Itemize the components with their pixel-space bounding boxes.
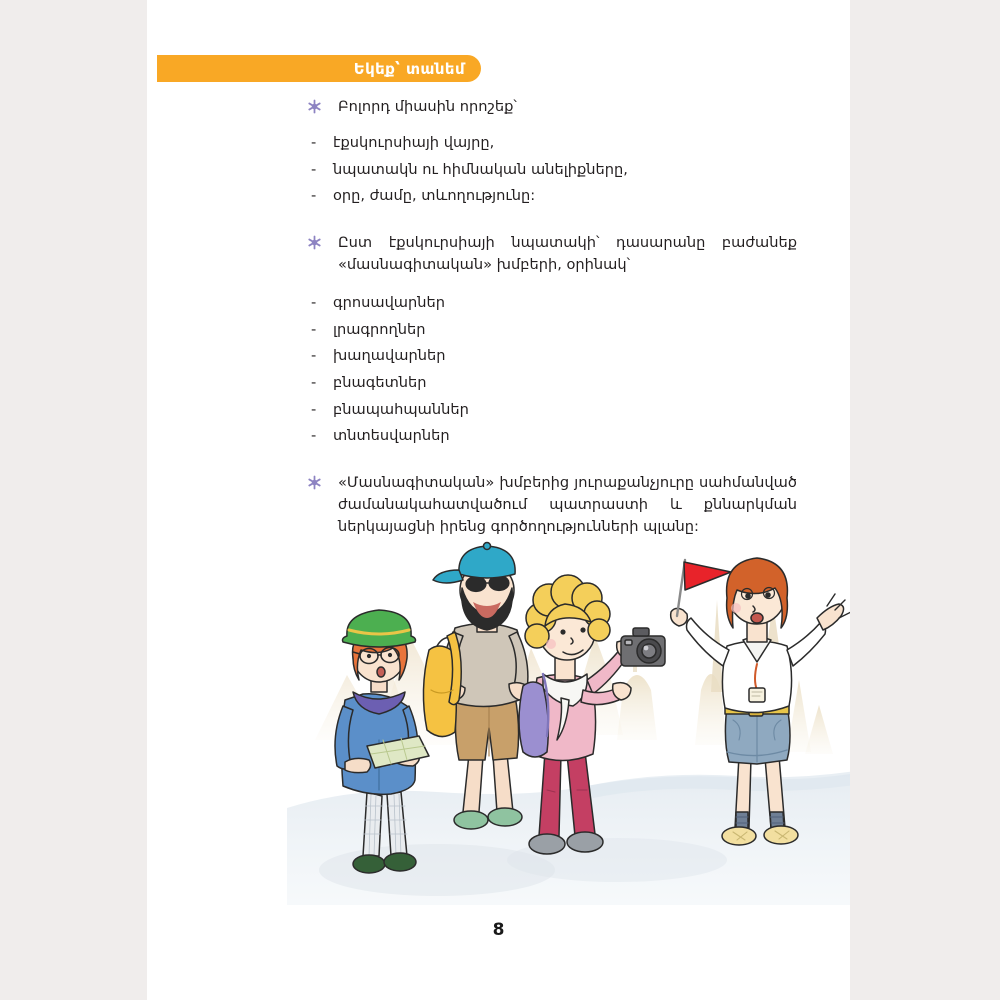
section-banner-title: Եկեք՝ տանեմ [353, 59, 465, 78]
section-3-lead-block [305, 472, 797, 539]
figure-bearded-man [423, 543, 529, 830]
list-item [305, 400, 797, 418]
dash-bullet: - [311, 187, 317, 205]
star-bullet-icon [307, 235, 322, 250]
page-content [305, 96, 797, 538]
list-item [305, 136, 797, 151]
list-item-label: տնտեսվարներ [333, 427, 450, 445]
tour-group-illustration [287, 540, 850, 905]
list-item-label: օրը, ժամը, տևողությունը: [333, 187, 536, 205]
dash-bullet: - [311, 347, 317, 365]
list-item-label: գրոսավարներ [333, 294, 446, 312]
dash-bullet: - [311, 427, 317, 445]
star-bullet-icon [307, 99, 322, 114]
section-2-lead-block [305, 232, 797, 276]
dash-bullet: - [311, 320, 317, 338]
spacer [305, 276, 797, 296]
section-1-lead-block [305, 96, 797, 118]
section-1-lead-text: Բոլորդ միասին որոշեք՝ [338, 98, 517, 115]
dash-bullet: - [311, 294, 317, 312]
list-item-label: էքսկուրսիայի վայրը, [333, 134, 495, 152]
list-item-label: նպատակն ու հիմնական անելիքները, [333, 160, 628, 178]
section-2-lead-text: Ըստ էքսկուրսիայի նպատակի՝ դասարանը բաժանեք «մասնագիտական» խմբերի, օրինակ՝ [338, 233, 797, 274]
list-item [305, 429, 797, 444]
list-item [305, 296, 797, 311]
dash-bullet: - [311, 400, 317, 418]
book-page [147, 0, 850, 1000]
spacer [305, 456, 797, 472]
list-item [305, 160, 797, 178]
list-item-label: լրագրողներ [333, 320, 426, 338]
list-item-label: բնապահպաններ [333, 400, 469, 418]
section-3-lead-text: «Մասնագիտական» խմբերից յուրաքանչյուրը սահմանված ժամանակահատվածում պատրաստի և քննարկման ներկայացնի իրենց գործողությունների պլանը: [338, 473, 797, 536]
list-item [305, 376, 797, 391]
section-1-list [305, 136, 797, 204]
list-item [305, 320, 797, 338]
list-item-label: խաղավարներ [333, 347, 446, 365]
list-item [305, 189, 797, 204]
star-bullet-icon [307, 475, 322, 490]
section-banner [157, 55, 481, 82]
list-item [305, 349, 797, 364]
dash-bullet: - [311, 134, 317, 152]
list-item-label: բնագետներ [333, 374, 427, 392]
dash-bullet: - [311, 160, 317, 178]
section-2-list [305, 296, 797, 444]
page-number: 8 [492, 920, 505, 940]
dash-bullet: - [311, 374, 317, 392]
spacer [305, 216, 797, 232]
